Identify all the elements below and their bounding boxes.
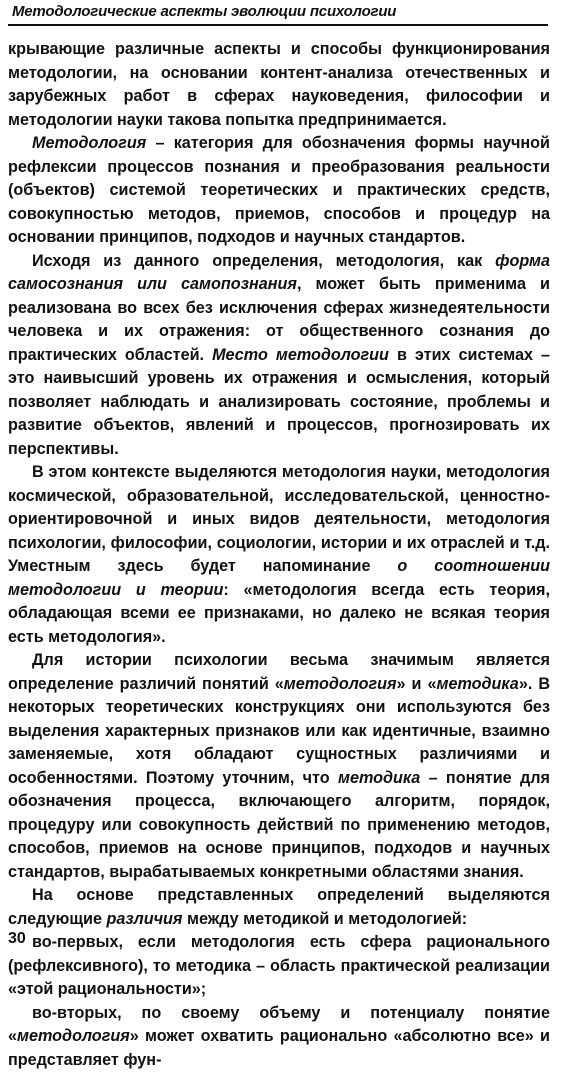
text-run: – понятие для обозначения процесса, включающего алгоритм, порядок, процедуру или совокупность действий по применению методов, способов, приемов на основе принципов, подходов и научных стандартов, вырабатываемых конкретными областями знания. <box>8 769 550 881</box>
text-run: Для истории психологии весьма значимым является определение различий понятий « <box>8 651 550 693</box>
emphasis-text: форма самосознания или самопознания <box>8 252 550 294</box>
body-text <box>8 38 550 1072</box>
emphasis-text: методология <box>17 1027 130 1045</box>
text-run: Исходя из данного определения, методология, как <box>32 252 495 270</box>
emphasis-text: о соотношении методологии и теории <box>8 557 550 599</box>
text-run: В этом контексте выделяются методология науки, методология космической, образовательной, исследовательской, ценностно-ориентировочной и иных видов деятельности, методология психологии, философии, социологии, истории и их отраслей и т.д. Уместным здесь будет напоминание <box>8 463 550 575</box>
text-run: во-первых, если методология есть сфера рационального (рефлексивного), то методика – область практической реализации «этой рациональности»; <box>8 933 550 998</box>
emphasis-text: различия <box>107 910 183 928</box>
paragraph <box>8 649 550 884</box>
paragraph <box>8 250 550 462</box>
emphasis-text: методика <box>338 769 420 787</box>
text-run: : «методология всегда есть теория, обладающая всеми ее признаками, но далеко не всякая теория есть методология». <box>8 581 550 646</box>
text-run: » может охватить рационально «абсолютно все» и представляет фун- <box>8 1027 550 1069</box>
emphasis-text: методология <box>284 675 397 693</box>
paragraph <box>8 132 550 250</box>
emphasis-text: Место методологии <box>212 346 389 364</box>
text-run: , может быть применима и реализована во всех без исключения сферах жизнедеятельности человека и их отражения: от общественного сознания до практических областей. <box>8 275 550 364</box>
paragraph <box>8 1002 550 1072</box>
running-header <box>8 2 548 26</box>
text-run: в этих системах – это наивысший уровень их отражения и осмысления, который позволяет наблюдать и анализировать состояние, проблемы и развитие объектов, явлений и процессов, прогнозировать их перспективы. <box>8 346 550 458</box>
page-number: 30 <box>8 930 26 948</box>
running-head-text: Методологические аспекты эволюции психологии <box>12 3 396 20</box>
paragraph <box>8 884 550 931</box>
paragraph <box>8 461 550 649</box>
paragraph <box>8 931 550 1002</box>
paragraph <box>8 38 550 132</box>
text-run: ». В некоторых теоретических конструкциях они используются без выделения характерных признаков или как идентичные, взаимно заменяемые, хотя обладают сущностных различиями и особенностями. Поэтому уточним, что <box>8 675 550 787</box>
emphasis-text: методика <box>436 675 518 693</box>
emphasis-text: Методология <box>32 134 146 152</box>
text-run: крывающие различные аспекты и способы функционирования методологии, на основании контент-анализа отечественных и зарубежных работ в сферах науковедения, философии и методологии науки такова попытка предпринимается. <box>8 40 550 129</box>
text-run: На основе представленных определений выделяются следующие <box>8 886 550 928</box>
text-run: » и « <box>397 675 437 693</box>
text-run: – категория для обозначения формы научной рефлексии процессов познания и преобразования реальности (объектов) системой теоретических и практических средств, совокупностью методов, приемов, способов и процедур на основании принципов, подходов и научных стандартов. <box>8 134 550 246</box>
text-run: между методикой и методологией: <box>182 910 467 928</box>
text-run: во-вторых, по своему объему и потенциалу понятие « <box>8 1004 550 1046</box>
